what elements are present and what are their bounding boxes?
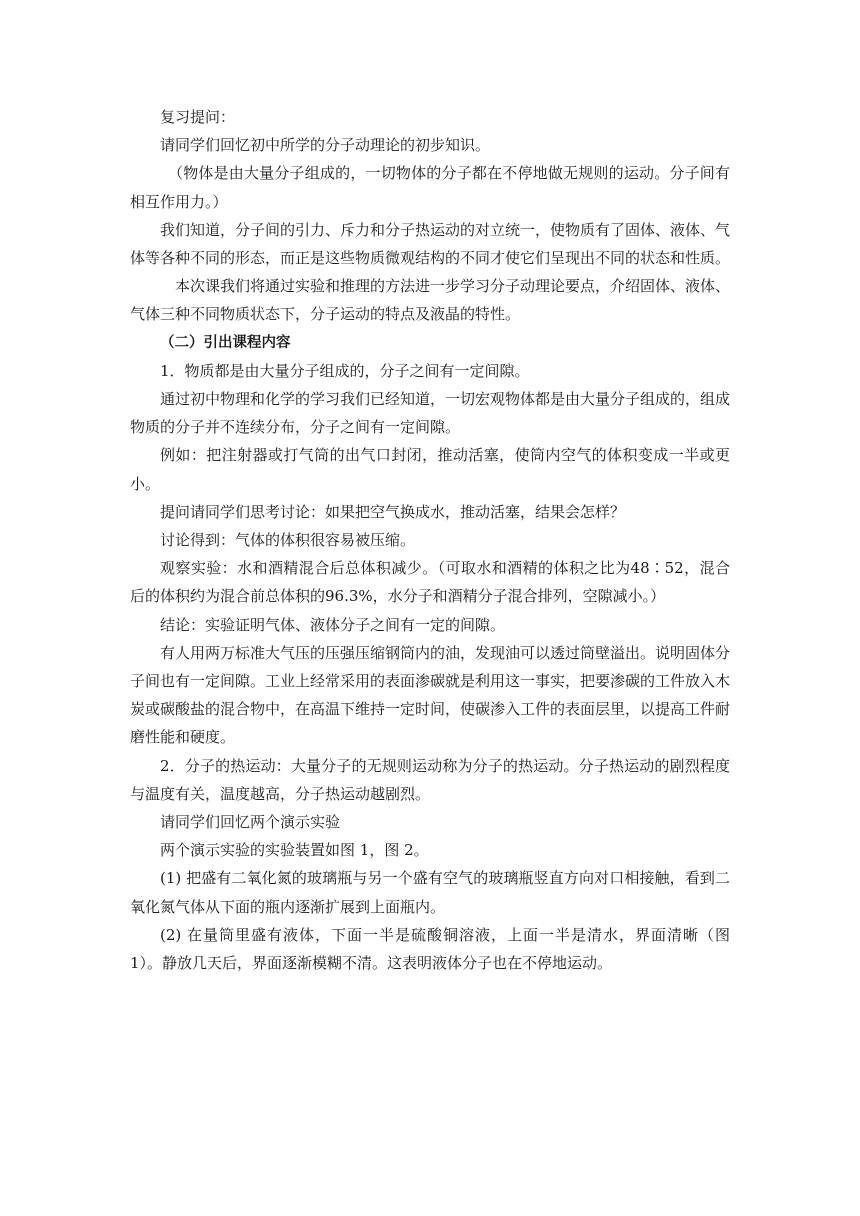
paragraph-discussion: 讨论得到：气体的体积很容易被压缩。: [160, 531, 416, 550]
paragraph-point-1: 1．物质都是由大量分子组成的，分子之间有一定间隙。: [160, 361, 530, 380]
paragraph-solid-gaps: 有人用两万标准大气压的压强压缩钢筒内的油，发现油可以透过筒壁溢出。说明固体分子间也有一定间隙。工业上经常采用的表面渗碳就是利用这一事实，把要渗碳的工件放入木炭或碳酸盐的混合物中，在高温下维持一定时间，使碳渗入工件的表面层里，以提高工件耐磨性能和硬度。: [130, 643, 731, 747]
paragraph-example: 例如：把注射器或打气筒的出气口封闭，推动活塞，使筒内空气的体积变成一半或更小。: [130, 446, 730, 493]
paragraph-recall-experiments: 请同学们回忆两个演示实验: [160, 813, 341, 832]
paragraph-experiment-1: (1) 把盛有二氧化氮的玻璃瓶与另一个盛有空气的玻璃瓶竖直方向对口相接触，看到二氧化氮气体从下面的瓶内逐渐扩展到上面瓶内。: [130, 869, 730, 916]
paragraph-prior-knowledge: 通过初中物理和化学的学习我们已经知道，一切宏观物体都是由大量分子组成的，组成物质的分子并不连续分布，分子之间有一定间隙。: [130, 390, 731, 437]
paragraph-lesson-intro: 本次课我们将通过实验和推理的方法进一步学习分子动理论要点，介绍固体、液体、气体三种不同物质状态下，分子运动的特点及液晶的特性。: [130, 277, 731, 324]
section-heading: （二）引出课程内容: [160, 334, 291, 351]
paragraph-point-2: 2．分子的热运动：大量分子的无规则运动称为分子的热运动。分子热运动的剧烈程度与温度有关，温度越高，分子热运动越剧烈。: [130, 756, 730, 803]
paragraph-experiment-2: (2) 在量筒里盛有液体，下面一半是硫酸铜溶液，上面一半是清水，界面清晰（图 1）。静放几天后，界面逐渐模糊不清。这表明液体分子也在不停地运动。: [130, 925, 730, 973]
paragraph-recall-answer: （物体是由大量分子组成的，一切物体的分子都在不停地做无规则的运动。分子间有相互作用力。）: [130, 164, 730, 211]
paragraph-experiment-setup: 两个演示实验的实验装置如图 1，图 2。: [160, 841, 429, 860]
paragraph-observation: 观察实验：水和酒精混合后总体积减少。（可取水和酒精的体积之比为48∶52，混合后的体积约为混合前总体积的96.3%，水分子和酒精分子混合排列，空隙减小。）: [130, 559, 730, 606]
paragraph-review-question: 复习提问：: [160, 108, 236, 126]
document-body: [130, 103, 730, 977]
paragraph-question: 提问请同学们思考讨论：如果把空气换成水，推动活塞，结果会怎样？: [160, 502, 626, 521]
paragraph-molecular-forces: 我们知道，分子间的引力、斥力和分子热运动的对立统一，使物质有了固体、液体、气体等各种不同的形态，而正是这些物质微观结构的不同才使它们呈现出不同的状态和性质。: [130, 220, 731, 268]
paragraph-recall-prompt: 请同学们回忆初中所学的分子动理论的初步知识。: [160, 136, 491, 155]
paragraph-conclusion: 结论：实验证明气体、液体分子之间有一定的间隙。: [160, 615, 506, 634]
